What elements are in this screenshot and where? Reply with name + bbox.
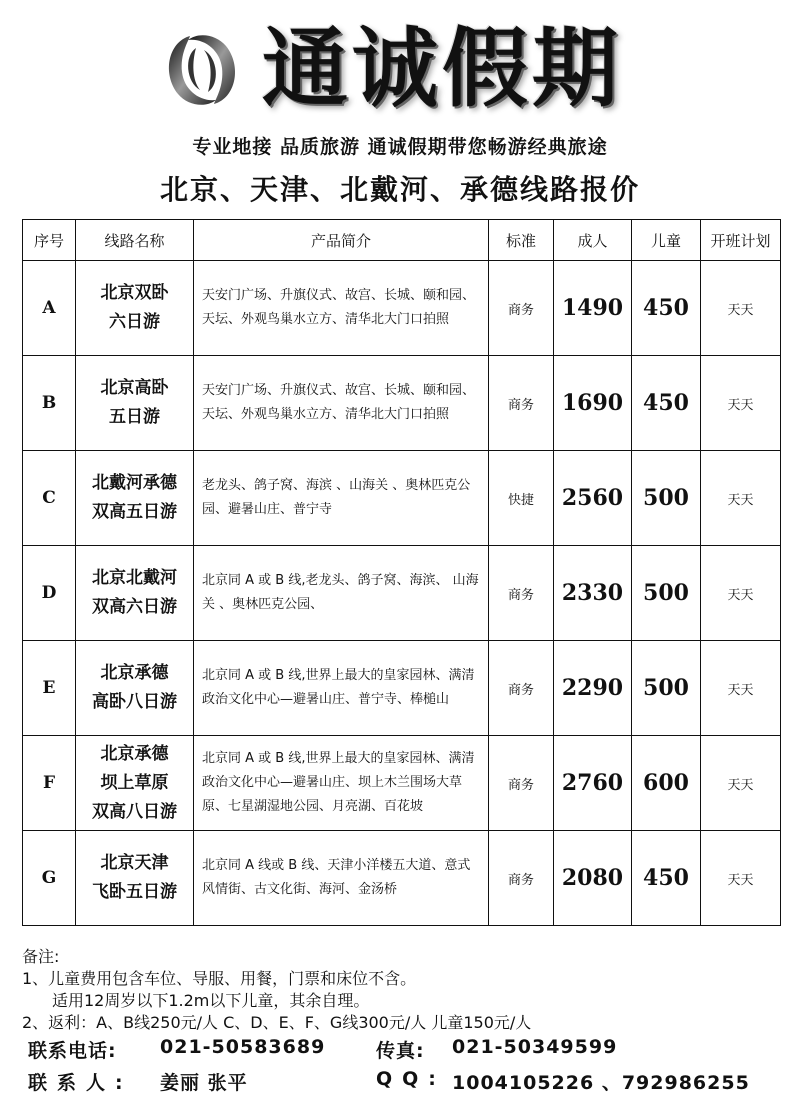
row-name — [76, 831, 194, 926]
row-name-line: 高卧八日游 — [92, 692, 177, 712]
row-id: G — [23, 831, 76, 926]
header-id: 序号 — [23, 220, 76, 261]
row-id: C — [23, 451, 76, 546]
row-name-line: 坝上草原 — [100, 772, 169, 793]
row-name-line: 北京承德 — [100, 663, 169, 683]
row-desc: 北京同 A 或 B 线,世界上最大的皇家园林、满清政治文化中心—避暑山庄、普宁寺、棒槌山 — [194, 641, 489, 736]
contact-person: 姜丽 张平 — [160, 1072, 248, 1094]
row-plan: 天天 — [701, 831, 781, 926]
row-std: 快捷 — [489, 451, 554, 546]
row-std: 商务 — [489, 736, 554, 831]
phone-label: 联系电话: — [28, 1040, 117, 1062]
row-desc: 北京同 A 或 B 线,老龙头、鸽子窝、海滨、 山海关 、奥林匹克公园、 — [194, 546, 489, 641]
notes-title: 备注: — [22, 947, 60, 966]
row-plan: 天天 — [701, 451, 781, 546]
row-name-line: 飞卧五日游 — [92, 882, 177, 902]
notes-line: 适用12周岁以下1.2m以下儿童，其余自理。 — [52, 991, 370, 1010]
table-row — [23, 641, 781, 736]
row-adult-price: 2080 — [554, 831, 632, 926]
table-row — [23, 451, 781, 546]
row-name-line: 北京天津 — [100, 853, 169, 873]
table-header-row — [23, 220, 781, 261]
header-desc: 产品简介 — [194, 220, 489, 261]
header-plan: 开班计划 — [701, 220, 781, 261]
row-std: 商务 — [489, 546, 554, 641]
swirl-logo-icon — [160, 28, 244, 112]
table-row — [23, 261, 781, 356]
row-name-line: 北京北戴河 — [92, 568, 177, 588]
row-plan: 天天 — [701, 736, 781, 831]
row-std: 商务 — [489, 261, 554, 356]
phone-number: 021-50583689 — [160, 1036, 326, 1058]
price-table — [22, 219, 781, 926]
notes-line: 1、儿童费用包含车位、导服、用餐，门票和床位不含。 — [22, 969, 417, 988]
row-child-price: 500 — [632, 641, 701, 736]
row-desc: 老龙头、鸽子窝、海滨 、山海关 、奥林匹克公园、避暑山庄、普宁寺 — [194, 451, 489, 546]
header — [0, 0, 800, 128]
qq-number: 1004105226 、792986255 — [452, 1072, 750, 1094]
header-child: 儿童 — [632, 220, 701, 261]
row-plan: 天天 — [701, 356, 781, 451]
row-name — [76, 451, 194, 546]
row-std: 商务 — [489, 831, 554, 926]
row-desc: 天安门广场、升旗仪式、故宫、长城、颐和园、天坛、外观鸟巢水立方、清华北大门口拍照 — [194, 261, 489, 356]
row-adult-price: 1690 — [554, 356, 632, 451]
header-std: 标准 — [489, 220, 554, 261]
fax-number: 021-50349599 — [452, 1036, 618, 1058]
slogan: 专业地接 品质旅游 通诚假期带您畅游经典旅途 — [192, 136, 608, 158]
row-desc: 北京同 A 线或 B 线、天津小洋楼五大道、意式风情街、古文化街、海河、金汤桥 — [194, 831, 489, 926]
row-child-price: 450 — [632, 261, 701, 356]
row-plan: 天天 — [701, 641, 781, 736]
row-name-line: 北京承德 — [100, 743, 169, 764]
row-name-line: 双高五日游 — [92, 502, 177, 522]
row-child-price: 450 — [632, 356, 701, 451]
row-name-line: 六日游 — [109, 312, 160, 332]
page-title: 北京、天津、北戴河、承德线路报价 — [159, 173, 640, 206]
row-adult-price: 2290 — [554, 641, 632, 736]
row-desc: 北京同 A 或 B 线,世界上最大的皇家园林、满清政治文化中心—避暑山庄、坝上木兰围场大草原、七星湖湿地公园、月亮湖、百花坡 — [194, 736, 489, 831]
table-row — [23, 356, 781, 451]
notes-line: 2、返利：A、B线250元/人 C、D、E、F、G线300元/人 儿童150元/人 — [22, 1013, 532, 1032]
row-name — [76, 261, 194, 356]
row-id: B — [23, 356, 76, 451]
table-row — [23, 736, 781, 831]
row-id: D — [23, 546, 76, 641]
header-name: 线路名称 — [76, 220, 194, 261]
header-adult: 成人 — [554, 220, 632, 261]
table-row — [23, 831, 781, 926]
row-adult-price: 1490 — [554, 261, 632, 356]
qq-label: QQ: — [376, 1068, 446, 1090]
row-std: 商务 — [489, 356, 554, 451]
row-name-line: 北京高卧 — [100, 378, 169, 398]
row-name — [76, 546, 194, 641]
row-name-line: 北戴河承德 — [92, 473, 177, 493]
row-name — [76, 641, 194, 736]
row-name — [76, 736, 194, 831]
row-name-line: 北京双卧 — [100, 283, 169, 303]
row-id: A — [23, 261, 76, 356]
row-id: F — [23, 736, 76, 831]
row-name-line: 五日游 — [109, 407, 160, 427]
row-adult-price: 2330 — [554, 546, 632, 641]
row-std: 商务 — [489, 641, 554, 736]
row-child-price: 450 — [632, 831, 701, 926]
row-name-line: 双高八日游 — [92, 801, 177, 822]
row-plan: 天天 — [701, 546, 781, 641]
row-adult-price: 2560 — [554, 451, 632, 546]
row-name-line: 双高六日游 — [92, 597, 177, 617]
row-child-price: 500 — [632, 451, 701, 546]
table-row — [23, 546, 781, 641]
row-child-price: 600 — [632, 736, 701, 831]
brand-name: 通诚假期 — [262, 19, 622, 119]
contact-row — [28, 1068, 788, 1100]
contacts — [28, 1036, 788, 1100]
row-plan: 天天 — [701, 261, 781, 356]
row-desc: 天安门广场、升旗仪式、故宫、长城、颐和园、天坛、外观鸟巢水立方、清华北大门口拍照 — [194, 356, 489, 451]
person-label: 联系人: — [28, 1072, 133, 1094]
notes — [22, 946, 782, 1034]
fax-label: 传真: — [376, 1040, 425, 1062]
row-adult-price: 2760 — [554, 736, 632, 831]
row-child-price: 500 — [632, 546, 701, 641]
row-name — [76, 356, 194, 451]
contact-row — [28, 1036, 788, 1068]
row-id: E — [23, 641, 76, 736]
